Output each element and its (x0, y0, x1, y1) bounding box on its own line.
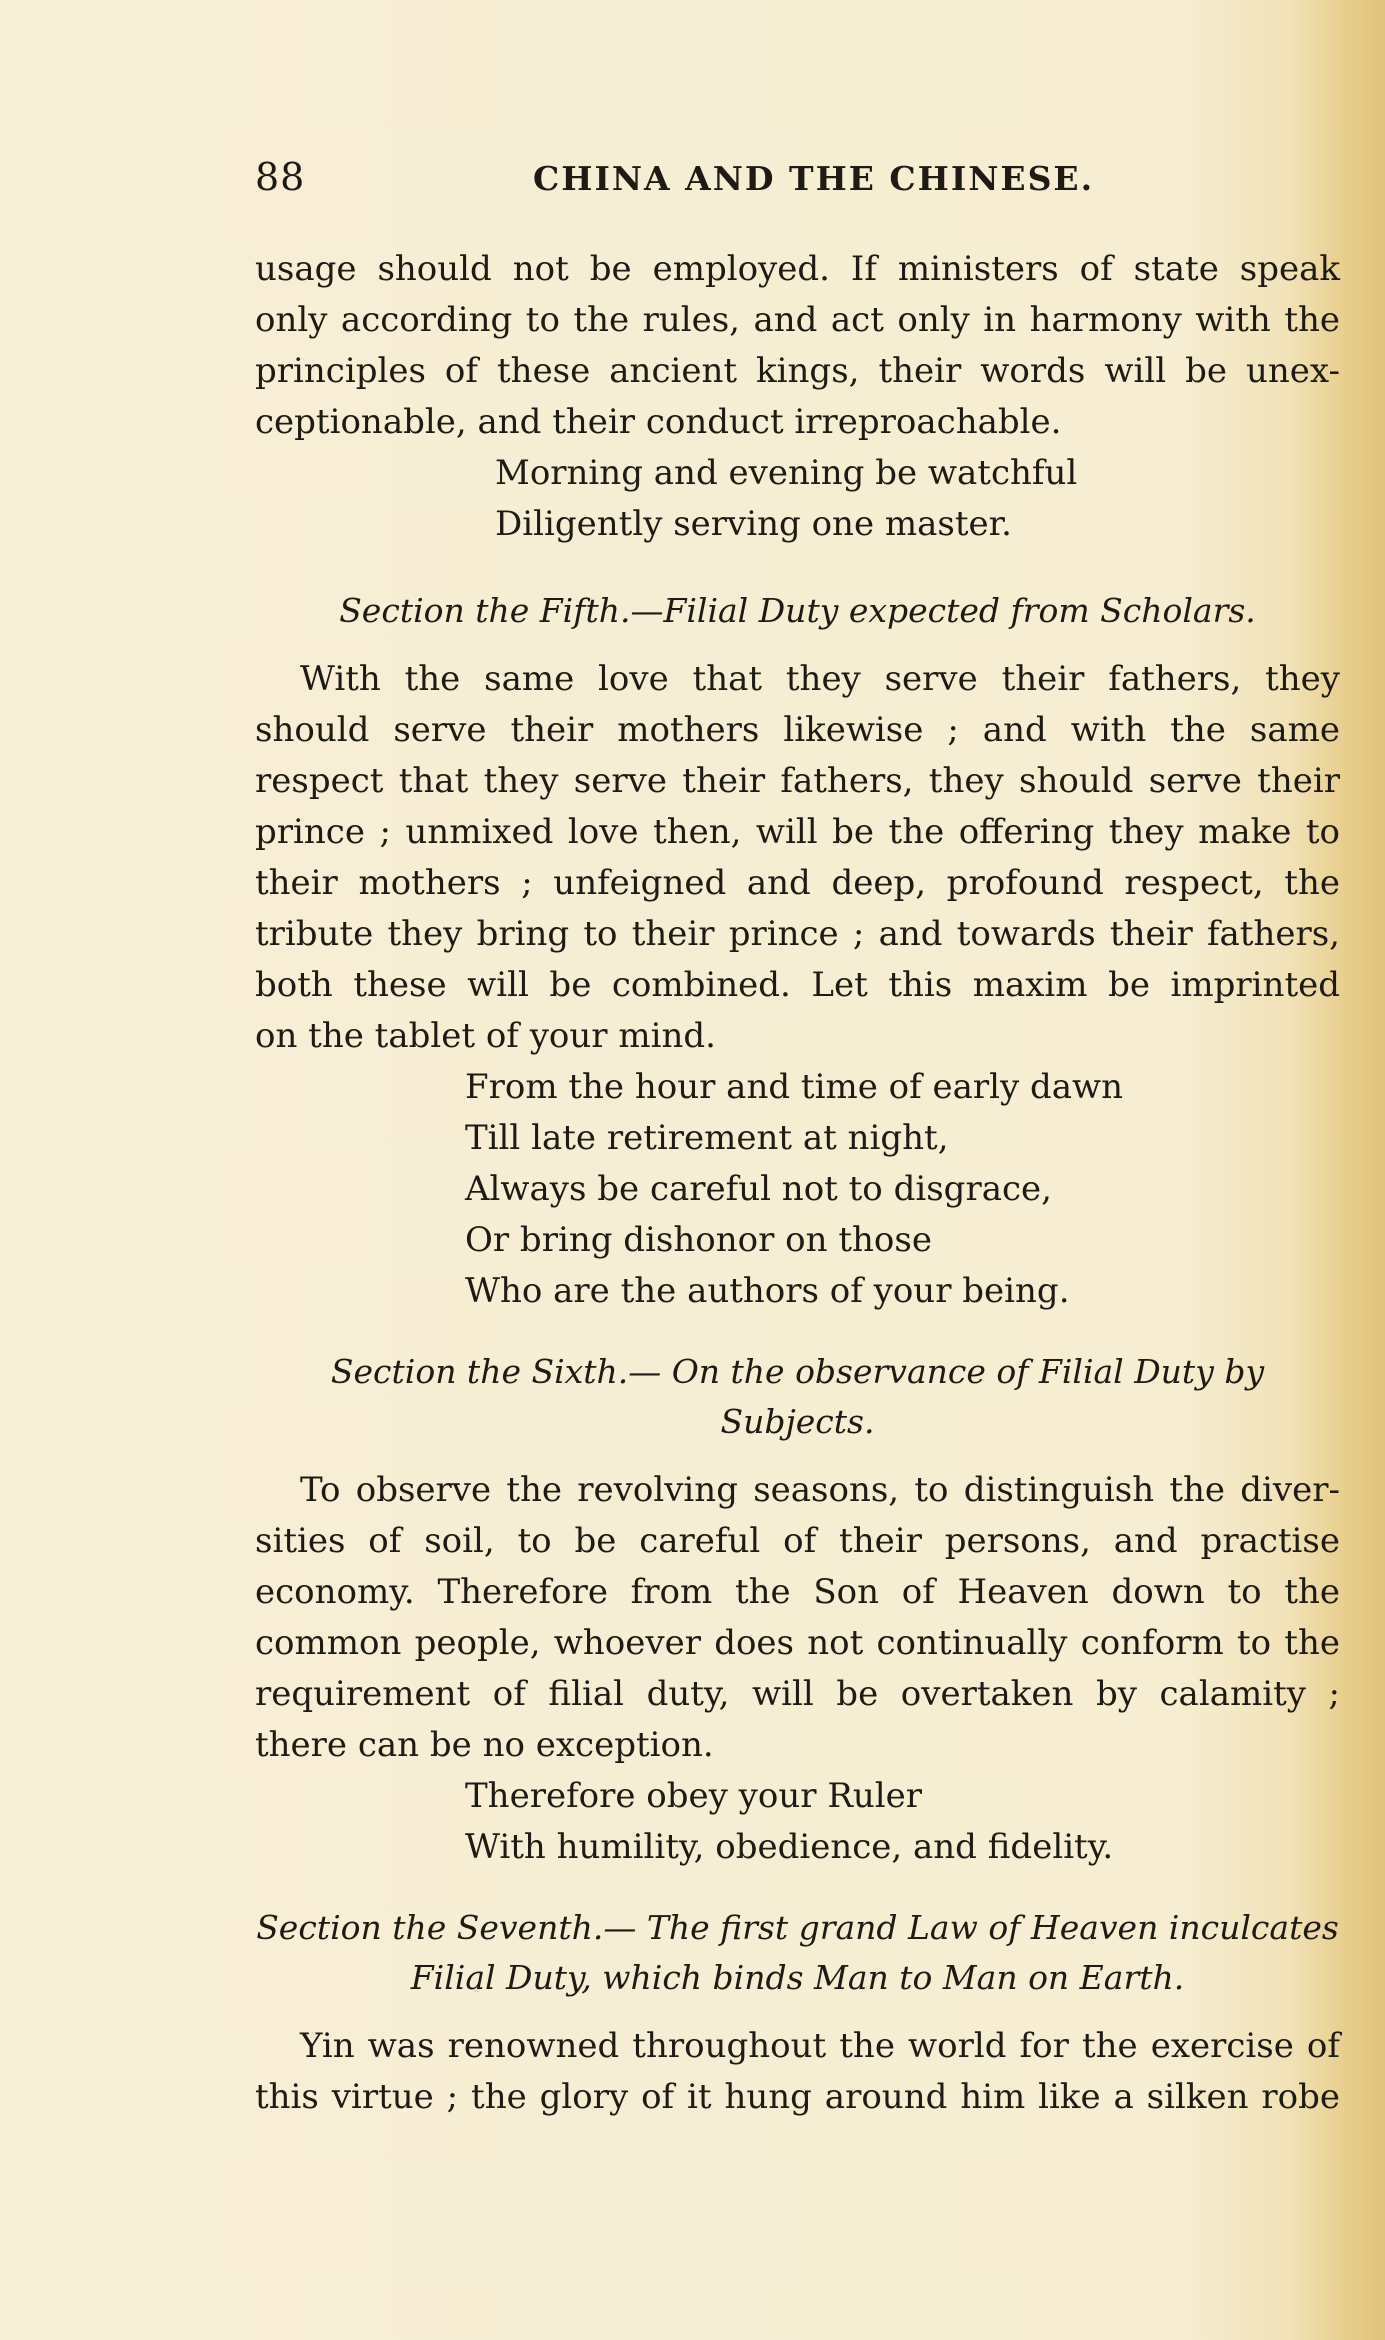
section-heading-seventh: Section the Seventh.— The first grand Law of Heaven inculcates (256, 1908, 1339, 1947)
verse-line: Morning and evening be watchful (495, 453, 1078, 493)
text-line: their mothers ; unfeigned and deep, profound respect, the (255, 863, 1340, 903)
running-title: CHINA AND THE CHINESE. (533, 159, 1095, 198)
text-line: With the same love that they serve their fathers, they (300, 659, 1340, 699)
section-heading-seventh-continued: Filial Duty, which binds Man to Man on Earth. (410, 1958, 1185, 1997)
page-header (255, 155, 1255, 207)
text-line: principles of these ancient kings, their words will be unex- (255, 351, 1340, 391)
text-line: tribute they bring to their prince ; and towards their fathers, (255, 914, 1340, 954)
body-text (255, 244, 1340, 2123)
text-line: should serve their mothers likewise ; and with the same (255, 710, 1340, 750)
verse-line: Always be careful not to disgrace, (465, 1169, 1052, 1209)
text-line: sities of soil, to be careful of their persons, and practise (255, 1521, 1340, 1561)
text-line: economy. Therefore from the Son of Heaven down to the (255, 1572, 1340, 1612)
text-line: on the tablet of your mind. (255, 1016, 716, 1056)
text-line: respect that they serve their fathers, they should serve their (255, 761, 1340, 801)
section-heading-fifth: Section the Fifth.—Filial Duty expected from Scholars. (339, 591, 1256, 630)
text-line: prince ; unmixed love then, will be the offering they make to (255, 812, 1340, 852)
text-line: this virtue ; the glory of it hung around him like a silken robe (255, 2077, 1340, 2117)
verse-block (255, 1062, 1340, 1317)
verse-line: Therefore obey your Ruler (465, 1776, 923, 1816)
text-line: both these will be combined. Let this maxim be imprinted (255, 965, 1340, 1005)
verse-line: Or bring dishonor on those (465, 1220, 932, 1260)
section-heading-sixth: Section the Sixth.— On the observance of Filial Duty by Subjects. (330, 1352, 1265, 1441)
page-number: 88 (255, 155, 306, 199)
text-line: ceptionable, and their conduct irreproachable. (255, 402, 1062, 442)
text-line: requirement of filial duty, will be overtaken by calamity ; (255, 1674, 1340, 1714)
verse-block (255, 448, 1340, 550)
text-line: there can be no exception. (255, 1725, 714, 1765)
verse-line: Who are the authors of your being. (465, 1271, 1070, 1311)
text-line: common people, whoever does not continually conform to the (255, 1623, 1340, 1663)
text-line: only according to the rules, and act only in harmony with the (255, 300, 1340, 340)
verse-line: Diligently serving one master. (495, 504, 1012, 544)
text-line: usage should not be employed. If ministers of state speak (255, 249, 1340, 289)
verse-line: With humility, obedience, and fidelity. (465, 1827, 1114, 1867)
verse-line: Till late retirement at night, (465, 1118, 949, 1158)
verse-line: From the hour and time of early dawn (465, 1067, 1124, 1107)
text-line: To observe the revolving seasons, to distinguish the diver- (300, 1470, 1340, 1510)
verse-block (255, 1771, 1340, 1873)
text-line: Yin was renowned throughout the world for the exercise of (300, 2026, 1340, 2066)
